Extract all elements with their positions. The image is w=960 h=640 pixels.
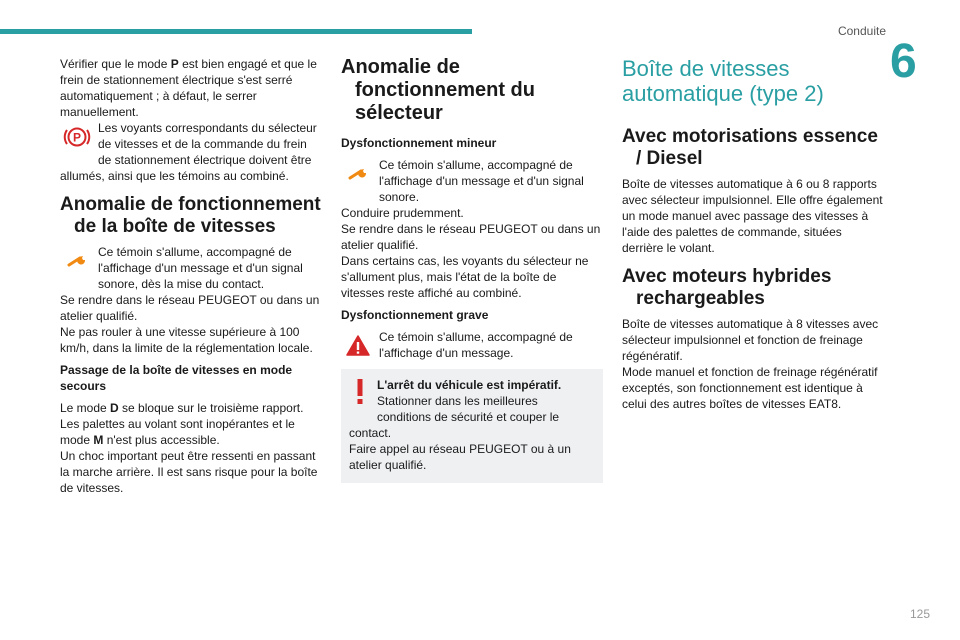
gearbox-warning-note (60, 244, 322, 292)
paragraph-drive-carefully: Conduire prudemment. (341, 206, 464, 220)
paragraph-paddles: Les palettes au volant sont inopérantes et le mode M n'est plus accessible. (60, 417, 295, 447)
minor-warning-text: Ce témoin s'allume, accompagné de l'affichage d'un message et d'un signal sonore. (379, 158, 584, 204)
paragraph-hybrid-gearbox: Boîte de vitesses automatique à 8 vitesses avec sélecteur impulsionnel et fonction de freinage régénératif. (622, 317, 879, 363)
heading-petrol-diesel: Avec motorisations essence / Diesel (622, 126, 878, 169)
heading-serious-malfunction: Dysfonctionnement grave (341, 308, 489, 322)
serious-warning-note (341, 329, 603, 363)
wrench-warning-icon (341, 159, 375, 189)
serious-warning-text: Ce témoin s'allume, accompagné de l'affichage d'un message. (379, 330, 573, 360)
column-3 (622, 56, 884, 412)
paragraph-dealer: Se rendre dans le réseau PEUGEOT ou dans un atelier qualifié. (60, 293, 320, 323)
paragraph-mode-d: Le mode D se bloque sur le troisième rapport. (60, 401, 304, 415)
warning-line-2: Faire appel au réseau PEUGEOT ou à un atelier qualifié. (349, 442, 571, 472)
parking-brake-warning-icon (60, 122, 94, 152)
svg-text:P: P (72, 130, 82, 145)
chapter-section-title: Boîte de vitesses automatique (type 2) (622, 56, 824, 106)
warning-line-1: Stationner dans les meilleures conditions de sécurité et couper le contact. (349, 394, 560, 440)
parking-brake-note-text: Les voyants correspondants du sélecteur de vitesses et de la commande du frein de stationnement électrique doivent être allumés, ainsi que les témoins au combiné. (60, 121, 317, 183)
heading-hybrid: Avec moteurs hybrides rechargeables (622, 266, 832, 309)
section-title: Conduite (837, 24, 886, 38)
page-number: 125 (909, 607, 930, 621)
paragraph-dealer: Se rendre dans le réseau PEUGEOT ou dans un atelier qualifié. (341, 222, 601, 252)
chapter-number: 6 (890, 35, 917, 88)
paragraph-reverse-shock: Un choc important peut être ressenti en passant la marche arrière. Il est sans risque pour la boîte de vitesses. (60, 449, 318, 495)
parking-brake-note (60, 120, 322, 184)
column-1 (60, 56, 322, 496)
paragraph-gearbox-description: Boîte de vitesses automatique à 6 ou 8 rapports avec sélecteur impulsionnel. Elle offre également un mode manuel avec passage des vitesses à l'aide des palettes de commande, situées derrière le volant. (622, 177, 883, 255)
paragraph-selector-lights: Dans certains cas, les voyants du sélecteur ne s'allument plus, mais l'état de la boîte de vitesses reste affiché au combiné. (341, 254, 589, 300)
triangle-warning-icon (341, 331, 375, 361)
paragraph-speed-limit: Ne pas rouler à une vitesse supérieure à 100 km/h, dans la limite de la réglementation locale. (60, 325, 313, 355)
paragraph-manual-mode: Mode manuel et fonction de freinage régénératif exceptés, son fonctionnement est identique à celui des autres boîtes de vitesses EAT8. (622, 365, 878, 411)
column-2 (341, 56, 603, 483)
gearbox-warning-text: Ce témoin s'allume, accompagné de l'affichage d'un message et d'un signal sonore, dès la mise du contact. (98, 245, 303, 291)
wrench-warning-icon (60, 246, 94, 276)
header-accent-bar (0, 29, 472, 34)
heading-safe-mode: Passage de la boîte de vitesses en mode secours (60, 363, 293, 393)
heading-minor-malfunction: Dysfonctionnement mineur (341, 136, 497, 150)
heading-gearbox-anomaly: Anomalie de fonctionnement de la boîte de vitesses (60, 194, 321, 237)
heading-selector-anomaly: Anomalie de fonctionnement du sélecteur (341, 56, 535, 124)
paragraph-check-p: Vérifier que le mode P est bien engagé et que le frein de stationnement électrique s'est serré automatiquement ; à défaut, le serrer manuellement. (60, 57, 317, 119)
minor-warning-note (341, 157, 603, 205)
stop-vehicle-warning-box (341, 369, 603, 483)
exclamation-icon (349, 377, 371, 411)
warning-title: L'arrêt du véhicule est impératif. (377, 378, 562, 392)
